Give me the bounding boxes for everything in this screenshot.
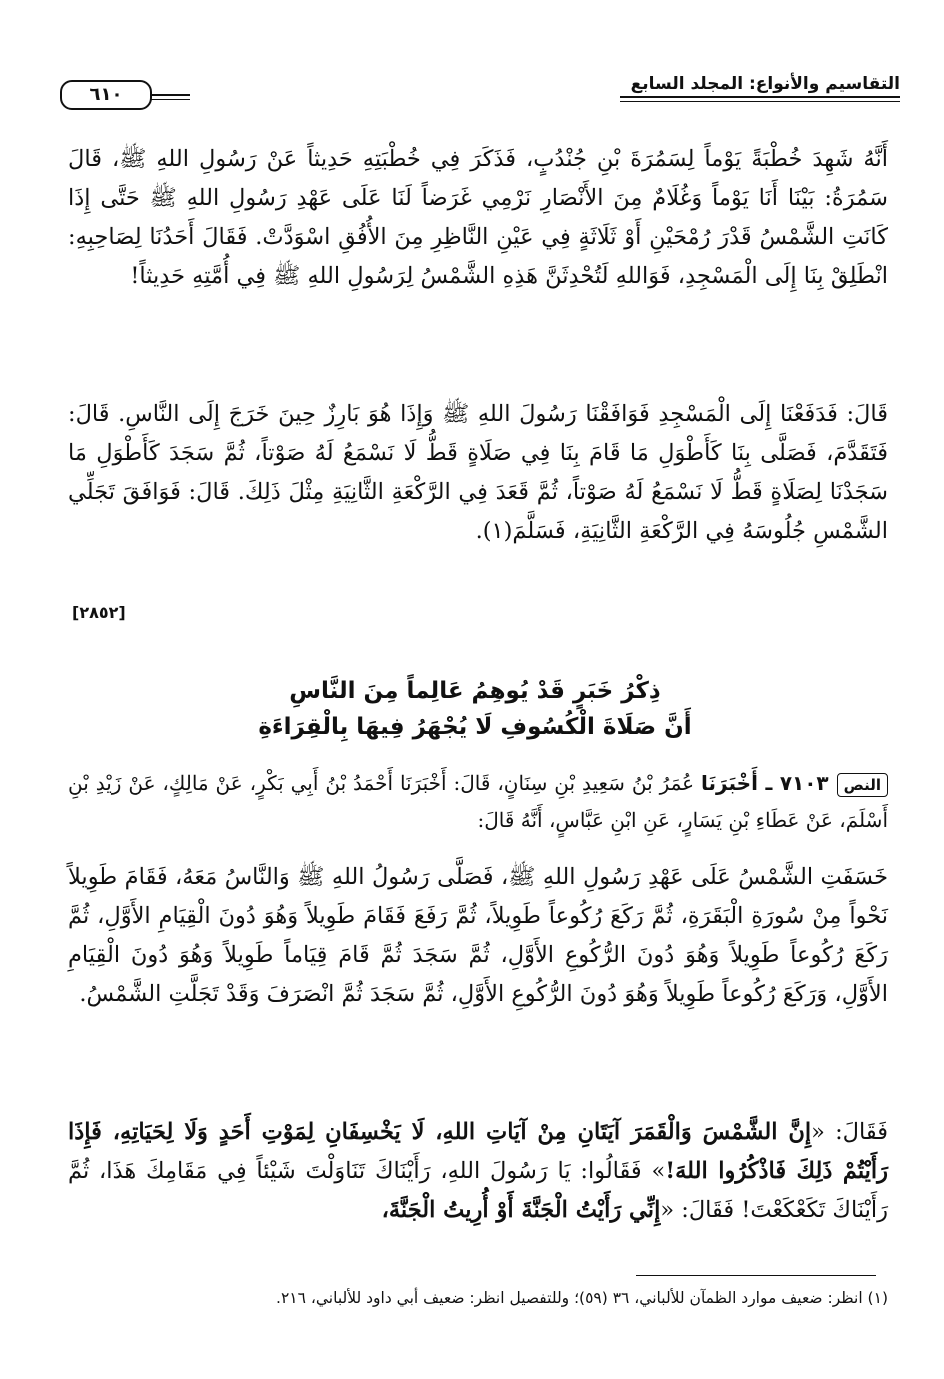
paragraph-3: خَسَفَتِ الشَّمْسُ عَلَى عَهْدِ رَسُولِ اللهِ ﷺ، فَصَلَّى رَسُولُ اللهِ ﷺ وَالنَّاسُ مَعَهُ، فَقَامَ طَوِيلاً نَحْواً مِنْ سُورَةِ الْبَقَرَةِ، ثُمَّ رَكَعَ رُكُوعاً طَوِيلاً، ثُمَّ رَفَعَ فَقَامَ طَوِيلاً وَهُوَ دُونَ الْقِيَامِ الأَوَّلِ، ثُمَّ رَكَعَ رُكُوعاً طَوِيلاً وَهُوَ دُونَ الرُّكُوعِ الأَوَّلِ، ثُمَّ سَجَدَ ثُمَّ قَامَ قِيَاماً طَوِيلاً وَهُوَ دُونَ الْقِيَامِ الأَوَّلِ، وَرَكَعَ رُكُوعاً طَوِيلاً وَهُوَ دُونَ الرُّكُوعِ الأَوَّلِ، ثُمَّ سَجَدَ ثُمَّ انْصَرَفَ وَقَدْ تَجَلَّتِ الشَّمْسُ. bbox=[68, 864, 888, 1007]
paragraph-4 bbox=[68, 1113, 888, 1230]
hadith-reference-number: [٢٨٥٢] bbox=[72, 603, 126, 622]
header-rule-thin bbox=[620, 101, 900, 102]
quote-intro: فَقَالَ: « bbox=[811, 1119, 889, 1145]
hadith-number: ٧١٠٣ ـ أَخْبَرَنَا bbox=[701, 771, 829, 795]
paragraph-1: أَنَّهُ شَهِدَ خُطْبَةً يَوْماً لِسَمُرَةَ بْنِ جُنْدُبٍ، فَذَكَرَ فِي خُطْبَتِهِ حَدِيثاً عَنْ رَسُولِ اللهِ ﷺ، قَالَ سَمُرَةُ: بَيْنَا أَنَا يَوْماً وَغُلَامٌ مِنَ الأَنْصَارِ نَرْمِي غَرَضاً لَنَا عَلَى عَهْدِ رَسُولِ اللهِ ﷺ حَتَّى إِذَا كَانَتِ الشَّمْسُ قَدْرَ رُمْحَيْنِ أَوْ ثَلَاثَةٍ فِي عَيْنِ النَّاظِرِ مِنَ الأُفُقِ اسْوَدَّتْ. فَقَالَ أَحَدُنَا لِصَاحِبِهِ: انْطَلِقْ بِنَا إِلَى الْمَسْجِدِ، فَوَاللهِ لَتُحْدِثَنَّ هَذِهِ الشَّمْسُ لِرَسُولِ اللهِ ﷺ فِي أُمَّتِهِ حَدِيثاً! bbox=[68, 146, 888, 289]
running-title: التقاسيم والأنواع: المجلد السابع bbox=[630, 74, 900, 94]
page-number-rule bbox=[150, 94, 190, 96]
text-badge: النص bbox=[837, 773, 888, 797]
companions-question: » فَقَالُوا: يَا رَسُولَ اللهِ، رَأَيْنَاكَ تَنَاوَلْتَ شَيْئاً فِي مَقَامِكَ هَذَا، ثُمَّ رَأَيْنَاكَ تَكَعْكَعْتَ! فَقَالَ: « bbox=[68, 1158, 888, 1223]
header-rule bbox=[620, 96, 900, 98]
chapter-title-line-2: أَنَّ صَلَاةَ الْكُسُوفِ لَا يُجْهَرُ فِيهَا بِالْقِرَاءَةِ bbox=[258, 714, 692, 740]
hadith-chain bbox=[68, 765, 888, 839]
page-number: ٦١٠ bbox=[60, 80, 152, 110]
hadith-isnad: عُمَرُ بْنُ سَعِيدِ بْنِ سِنَانٍ، قَالَ: أَخْبَرَنَا أَحْمَدُ بْنُ أَبِي بَكْرٍ، عَنْ مَالِكٍ، عَنْ زَيْدِ بْنِ أَسْلَمَ، عَنْ عَطَاءِ بْنِ يَسَارٍ، عَنِ ابْنِ عَبَّاسٍ، أَنَّهُ قَالَ: bbox=[68, 771, 888, 832]
paragraph-2: قَالَ: فَدَفَعْنَا إِلَى الْمَسْجِدِ فَوَافَقْنَا رَسُولَ اللهِ ﷺ وَإِذَا هُوَ بَارِزٌ حِينَ خَرَجَ إِلَى النَّاسِ. قَالَ: فَتَقَدَّمَ، فَصَلَّى بِنَا كَأَطْوَلِ مَا قَامَ بِنَا فِي صَلَاةٍ قَطُّ لَا نَسْمَعُ لَهُ صَوْتاً، ثُمَّ سَجَدَ كَأَطْوَلِ مَا سَجَدْنَا لِصَلَاةٍ قَطُّ لَا نَسْمَعُ لَهُ صَوْتاً، ثُمَّ قَعَدَ فِي الرَّكْعَةِ الثَّانِيَةِ مِثْلَ ذَلِكَ. قَالَ: فَوَافَقَ تَجَلِّي الشَّمْسِ جُلُوسَهُ فِي الرَّكْعَةِ الثَّانِيَةِ، فَسَلَّمَ(١). bbox=[68, 401, 888, 544]
page-number-rule-thin bbox=[150, 99, 190, 100]
prophetic-reply: إِنِّي رَأَيْتُ الْجَنَّةَ أَوْ أُرِيتُ الْجَنَّةَ، bbox=[381, 1197, 661, 1223]
footnote-rule bbox=[636, 1275, 876, 1276]
chapter-title-line-1: ذِكْرُ خَبَرٍ قَدْ يُوهِمُ عَالِماً مِنَ النَّاسِ bbox=[289, 678, 661, 704]
footnote: (١) انظر: ضعيف موارد الظمآن للألباني، ٣٦ (٥٩)؛ وللتفصيل انظر: ضعيف أبي داود للألباني، ٢١٦. bbox=[276, 1289, 888, 1307]
prophetic-saying: إِنَّ الشَّمْسَ وَالْقَمَرَ آيَتَانِ مِنْ آيَاتِ اللهِ، لَا يَخْسِفَانِ لِمَوْتِ أَحَدٍ وَلَا لِحَيَاتِهِ، فَإِذَا رَأَيْتُمْ ذَلِكَ فَاذْكُرُوا اللهَ! bbox=[68, 1119, 888, 1184]
page-header bbox=[60, 74, 900, 120]
